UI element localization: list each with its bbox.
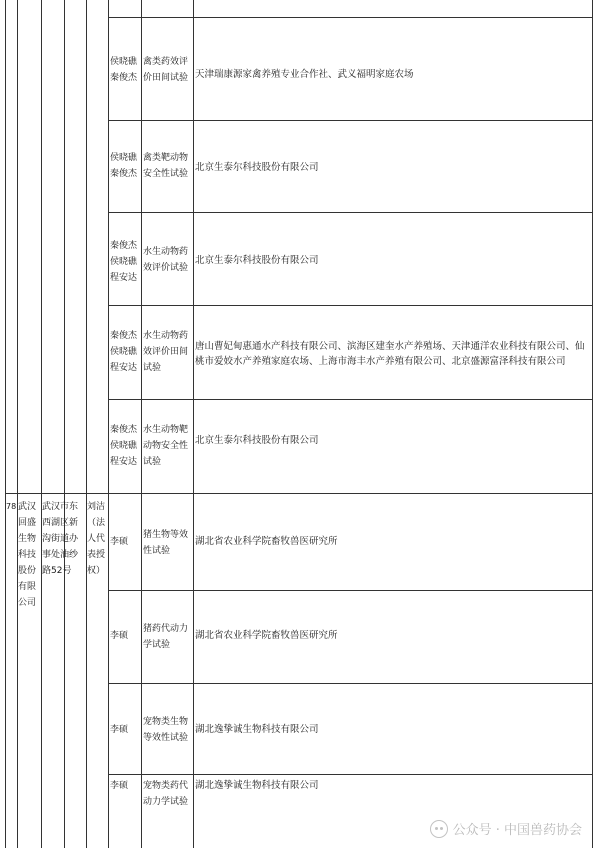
wechat-icon [430,820,448,838]
watermark-text: 公众号 · 中国兽药协会 [452,823,582,838]
test-item-cell: 禽类靶动物安全性试验 [143,153,189,179]
test-item-cell: 宠物类生物等效性试验 [143,717,189,743]
grid-line [108,120,592,121]
company-name: 武汉回盛生物科技股份有限公司 [18,502,37,608]
institution-cell: 北京生泰尔科技股份有限公司 [195,162,319,173]
grid-line [141,0,142,848]
test-item-cell: 猪药代动力学试验 [143,624,189,650]
legal-representative: 刘洁（法人代表授权） [87,502,106,576]
test-item-cell: 宠物类药代动力学试验 [143,781,189,807]
researcher-cell: 侯晓礁 秦俊杰 [110,153,138,179]
researcher-cell: 侯晓礁 秦俊杰 [110,57,138,83]
institution-cell: 湖北逸挚诚生物科技有限公司 [195,724,319,735]
researcher-cell: 秦俊杰 侯晓礁 程安达 [110,425,138,467]
grid-line [108,774,592,775]
institution-cell: 北京生泰尔科技股份有限公司 [195,255,319,266]
grid-line [5,493,592,494]
researcher-cell: 李硕 [110,725,129,735]
test-item-cell: 水生动物药效评价试验 [143,247,189,273]
grid-line [64,0,65,848]
grid-line [108,0,109,848]
institution-cell: 天津瑞康源家禽养殖专业合作社、武义福明家庭农场 [195,69,414,80]
grid-line [592,0,593,848]
institution-cell: 湖北逸挚诚生物科技有限公司 [195,780,319,791]
test-item-cell: 猪生物等效性试验 [143,530,189,556]
institution-cell: 湖北省农业科学院畜牧兽医研究所 [195,536,338,547]
grid-line [108,683,592,684]
grid-line [108,212,592,213]
grid-line [108,305,592,306]
grid-line [17,0,18,848]
row-number: 78 [6,502,17,511]
grid-line [5,0,6,848]
company-address: 武汉市东西湖区新沟街道办事处油纱路52号 [42,502,79,576]
institution-cell: 唐山曹妃甸惠通水产科技有限公司、滨海区建奎水产养殖场、天津通洋农业科技有限公司、仙桃市爱姣水产养殖家庭农场、上海市海丰水产养殖有限公司、北京盛源富泽科技有限公司 [195,341,585,367]
wechat-watermark [430,819,582,838]
researcher-cell: 李硕 [110,781,129,791]
grid-line [108,590,592,591]
researcher-cell: 李硕 [110,631,129,641]
institution-cell: 北京生泰尔科技股份有限公司 [195,435,319,446]
grid-line [41,0,42,848]
test-item-cell: 禽类药效评价田间试验 [143,57,189,83]
grid-line [108,399,592,400]
grid-line [193,0,194,848]
grid-line [108,17,592,18]
grid-line [86,0,87,848]
test-item-cell: 水生动物靶动物安全性试验 [143,425,189,467]
researcher-cell: 秦俊杰 侯晓礁 程安达 [110,331,138,373]
test-item-cell: 水生动物药效评价田间试验 [143,331,189,373]
researcher-cell: 李硕 [110,537,129,547]
researcher-cell: 秦俊杰 侯晓礁 程安达 [110,241,138,283]
institution-cell: 湖北省农业科学院畜牧兽医研究所 [195,630,338,641]
